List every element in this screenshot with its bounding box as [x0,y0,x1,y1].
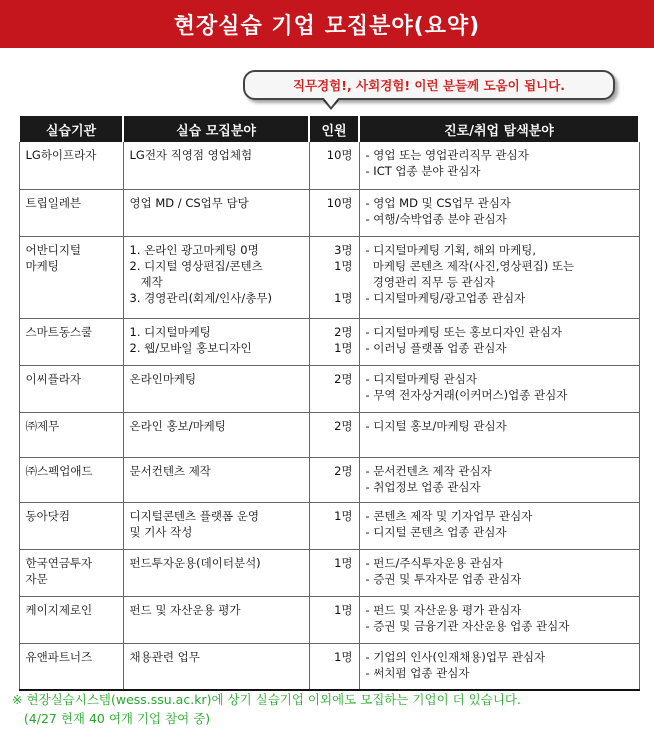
cell-career-line: - 증권 및 금융기관 자산운용 업종 관심자 [365,618,570,633]
cell-career-line: - ICT 업종 분야 관심자 [365,164,481,178]
header-field: 실습 모집분야 [123,116,309,142]
cell-career-line: - 디지털마케팅 또는 홍보디자인 관심자 [365,324,563,339]
recruitment-table [18,116,640,691]
cell-count-line: 1명 [334,555,353,570]
cell-org [19,365,123,412]
cell-career-line: - 무역 전자상거래(이커머스)업종 관심자 [365,387,568,402]
cell-count-line: 1명 [334,258,353,273]
table-row [19,236,639,318]
cell-count-line: 10명 [326,195,353,210]
cell-career-line: - 디지털 콘텐츠 업종 관심자 [365,524,507,539]
cell-field [123,596,309,643]
cell-org [19,596,123,643]
cell-count-line: 2명 [334,463,353,478]
cell-career-line: - 영업 MD 및 CS업무 관심자 [365,195,511,210]
header-career: 진로/취업 탐색분야 [359,116,639,142]
cell-org-line: 동아닷컴 [25,508,70,523]
cell-career [359,457,639,502]
cell-count-line: 1명 [334,602,353,617]
cell-count-line: 1명 [334,649,353,664]
cell-org [19,189,123,236]
cell-field [123,189,309,236]
cell-org-line: 마케팅 [25,258,59,273]
cell-field-line: 1. 온라인 광고마케팅 0명 [129,242,259,257]
page-title: 현장실습 기업 모집분야(요약) [0,0,654,48]
table-row [19,142,639,189]
table-row [19,189,639,236]
cell-field-line: 제작 [129,274,163,289]
cell-org-line: 케이지제로인 [25,602,93,617]
cell-career-line: 마케팅 콘텐츠 제작(사진,영상편집) 또는 [365,258,575,273]
cell-org-line: 자문 [25,571,48,586]
cell-career [359,502,639,549]
cell-org-line: ㈜제무 [25,418,60,433]
cell-career [359,142,639,189]
cell-field [123,318,309,365]
cell-count [309,318,359,365]
cell-field-line: 펀드투자운용(데이터분석) [129,555,261,570]
cell-field-line: 온라인마케팅 [129,371,197,386]
cell-career [359,318,639,365]
table-header-row [19,116,639,142]
cell-org [19,318,123,365]
cell-org [19,502,123,549]
cell-field-line: LG전자 직영점 영업체험 [129,148,253,162]
cell-field-line: 문서컨텐츠 제작 [129,463,211,478]
cell-count-line: 3명 [334,242,353,257]
table-body [19,142,639,690]
cell-count [309,502,359,549]
cell-org [19,412,123,457]
cell-org-line: 한국연금투자 [25,555,93,570]
cell-field-line: 영업 MD / CS업무 담당 [129,195,249,210]
cell-org-line: 스마트동스쿨 [25,324,93,339]
footnote-line: (4/27 현재 40 여개 기업 참여 중) [12,711,211,726]
cell-field-line: 채용관련 업무 [129,649,200,664]
cell-career-line: - 펀드 및 자산운용 평가 관심자 [365,602,522,617]
cell-career-line: - 콘텐츠 제작 및 기자업무 관심자 [365,508,533,523]
cell-org-line: ㈜스펙업애드 [25,463,93,478]
table-row [19,318,639,365]
cell-count-line: 2명 [334,371,353,386]
cell-career [359,549,639,596]
cell-count-line: 1명 [334,508,353,523]
cell-count [309,236,359,318]
cell-field-line: 온라인 홍보/마케팅 [129,418,226,433]
cell-org-line: 유앤파트너즈 [25,649,93,664]
footnote [12,690,521,728]
cell-field [123,142,309,189]
cell-org-line: 트립일레븐 [25,195,82,210]
cell-count-line: 2명 [334,418,353,433]
cell-count [309,643,359,690]
header-org: 실습기관 [19,116,123,142]
cell-career [359,643,639,690]
cell-org [19,236,123,318]
cell-career-line: - 써치펌 업종 관심자 [365,665,470,680]
cell-career-line: - 기업의 인사(인재채용)업무 관심자 [365,649,546,664]
cell-career [359,189,639,236]
cell-org-line: LG하이프라자 [25,148,97,162]
table-row [19,412,639,457]
cell-org [19,549,123,596]
cell-career-line: - 디지털마케팅 기획, 해외 마케팅, [365,242,536,257]
table-row [19,502,639,549]
cell-count [309,412,359,457]
cell-count [309,142,359,189]
table-row [19,596,639,643]
cell-career [359,596,639,643]
cell-count [309,596,359,643]
cell-org [19,643,123,690]
callout-bubble: 직무경험!, 사회경험! 이런 분들께 도움이 됩니다. [243,70,615,100]
cell-career-line: - 영업 또는 영업관리직무 관심자 [365,148,529,162]
cell-count-line: 2명 [334,324,353,339]
cell-field [123,236,309,318]
cell-field [123,643,309,690]
cell-count-line [316,274,353,290]
cell-field-line: 디지털콘텐츠 플랫폼 운영 [129,508,260,523]
cell-field-line: 3. 경영관리(회계/인사/총무) [129,290,272,305]
cell-field [123,549,309,596]
cell-count [309,549,359,596]
cell-career-line: - 펀드/주식투자운용 관심자 [365,555,504,570]
callout-tail-inner [323,97,339,107]
cell-field-line: 1. 디지털마케팅 [129,324,211,339]
footnote-line: ※ 현장실습시스템(wess.ssu.ac.kr)에 상기 실습기업 이외에도 모집하는 기업이 더 있습니다. [12,692,521,707]
table-row [19,549,639,596]
cell-career [359,236,639,318]
cell-career-line: - 디지털마케팅/광고업종 관심자 [365,290,526,305]
cell-career-line: 경영관리 직무 등 관심자 [365,274,495,289]
cell-count-line: 1명 [334,340,353,355]
cell-org [19,142,123,189]
cell-org-line: 어반디지털 [25,242,82,257]
cell-field-line: 2. 디지털 영상편집/콘텐츠 [129,258,263,273]
cell-field [123,457,309,502]
cell-field-line: 펀드 및 자산운용 평가 [129,602,241,617]
cell-count [309,457,359,502]
cell-career-line: - 증권 및 투자자문 업종 관심자 [365,571,522,586]
cell-field [123,502,309,549]
cell-career-line: - 문서컨텐츠 제작 관심자 [365,463,492,478]
cell-org-line: 이씨플라자 [25,371,82,386]
cell-career-line: - 여행/숙박업종 분야 관심자 [365,211,507,226]
table-row [19,365,639,412]
cell-career-line: - 이러닝 플랫폼 업종 관심자 [365,340,507,355]
cell-career [359,365,639,412]
cell-field-line: 및 기사 작성 [129,524,193,539]
cell-career-line: - 디지털 홍보/마케팅 관심자 [365,418,507,433]
cell-count [309,189,359,236]
table-row [19,457,639,502]
header-count: 인원 [309,116,359,142]
cell-count-line: 10명 [326,148,353,162]
cell-count [309,365,359,412]
cell-field [123,412,309,457]
cell-field-line: 2. 웹/모바일 홍보디자인 [129,340,252,355]
table-row [19,643,639,690]
cell-career-line: - 디지털마케팅 관심자 [365,371,477,386]
cell-org [19,457,123,502]
cell-field [123,365,309,412]
cell-career-line: - 취업정보 업종 관심자 [365,479,481,494]
cell-count-line: 1명 [334,290,353,305]
cell-career [359,412,639,457]
